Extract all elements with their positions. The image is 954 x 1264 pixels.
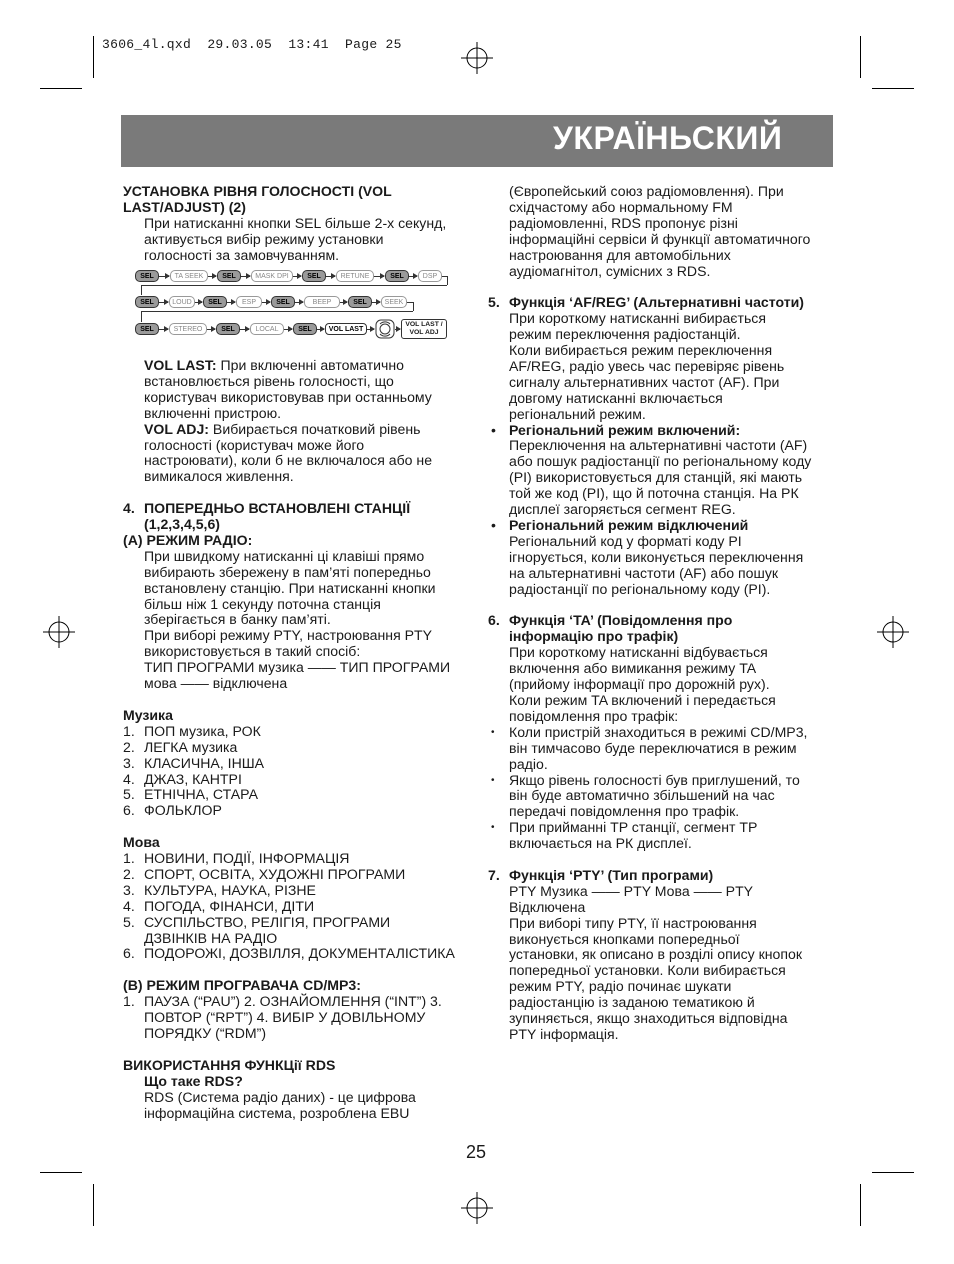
text-line: При виборі режиму PTY, настроювання PTY <box>144 627 433 644</box>
connector-line <box>447 276 448 285</box>
diagram-chip: MASK DPI <box>251 270 293 282</box>
section-heading: 6. Функція ‘TA’ (Повідомлення про інформацію про трафік) <box>488 612 733 645</box>
section-heading <box>123 501 473 533</box>
text-line: користувач використовував при останньому <box>144 388 432 405</box>
bullet-item: • Коли пристрій знаходиться в режимі CD/MP3, він тимчасово буде переключатися в режим радіо. <box>491 723 808 772</box>
connector-line <box>141 311 413 312</box>
text-line: зберігається в банку пам’яті. <box>144 611 331 628</box>
list-item: 5. ЕТНІЧНА, СТАРА <box>123 786 259 803</box>
list-item: 1. ПОП музика, РОК <box>123 722 261 739</box>
diagram-chip: TA SEEK <box>170 270 208 282</box>
diagram-chip: LOUD <box>169 296 195 308</box>
subheading: (B) РЕЖИМ ПРОГРАВАЧА CD/MP3: <box>123 977 361 994</box>
diagram-chip: LOCAL <box>250 323 284 335</box>
registration-mark-icon <box>877 616 909 648</box>
arrow-icon <box>262 302 270 303</box>
crop-mark <box>860 1184 861 1226</box>
paragraph <box>123 1074 473 1122</box>
list-item: 4. ДЖАЗ, КАНТРІ <box>123 770 242 787</box>
term: VOL LAST: <box>144 357 217 373</box>
paragraph <box>123 216 473 264</box>
diagram-chip: SEL <box>217 270 241 282</box>
text-line: (Європейський союз радіомовлення). При <box>509 183 784 199</box>
list-item: 3. КУЛЬТУРА, НАУКА, РІЗНЕ <box>123 881 316 898</box>
diagram-chip: BEEP <box>304 296 340 308</box>
paragraph <box>123 549 473 692</box>
connector-line <box>141 285 447 286</box>
vol-last-paragraph <box>123 358 473 485</box>
list-item: 1. НОВИНИ, ПОДІЇ, ІНФОРМАЦІЯ <box>123 850 350 867</box>
connector-line <box>141 285 142 295</box>
volume-knob-icon <box>375 319 395 339</box>
diagram-chip: SEL <box>216 323 240 335</box>
arrow-icon <box>284 329 292 330</box>
file-header: 3606_4l.qxd 29.03.05 13:41 Page 25 <box>102 37 402 52</box>
text-line: активується вибір режиму установки <box>144 230 384 247</box>
left-column-cont <box>123 358 473 1121</box>
text-line: При натисканні кнопки SEL більше 2-х секунд, <box>144 214 447 231</box>
section-heading: УСТАНОВКА РІВНЯ ГОЛОСНОСТІ (VOL <box>123 183 392 199</box>
connector-line <box>141 311 142 322</box>
vol-result-label: VOL LAST / VOL ADJ <box>405 321 443 336</box>
diagram-chip: DSP <box>418 270 442 282</box>
arrow-icon <box>159 302 168 303</box>
subheading: Що таке RDS? <box>144 1072 243 1089</box>
text-line: встановлюється рівень голосності, що <box>144 372 394 389</box>
arrow-icon <box>340 302 347 303</box>
diagram-chip: SEL <box>135 296 159 308</box>
music-list <box>123 724 473 819</box>
paragraph: PTY Музика —— PTY Мова —— PTY Відключена При виборі типу PTY, її настроювання виконується кнопками попередньої установки, як описано в розділі опису кнопок попередньої установки. Коли вибирається режим PTY, радіо починає шукати радіостанцію із заданою тематикою й зупиняється, якщо знаходиться відповідна PTY інформація. <box>509 882 803 1042</box>
list-item: 4. ПОГОДА, ФІНАНСИ, ДІТИ <box>123 897 315 914</box>
diagram-chip: SEL <box>293 323 317 335</box>
diagram-chip: ESP <box>236 296 262 308</box>
subheading: Музика <box>123 706 173 723</box>
language-list <box>123 851 473 962</box>
text-line: Вибирається початковий рівень <box>209 420 421 437</box>
paragraph: При короткому натисканні відбувається включення або вимикання режиму TA (прийому інформації про дорожній рух). Коли режим TA включений і передається повідомлення про трафік: <box>509 644 776 724</box>
connector-line <box>413 302 414 311</box>
bullet-item: • Регіональний режим включений: Переключення на альтернативні частоти (AF) або пошук радіостанції по регіональному коду (PI) використовується для станцій, які мають той же код (PI), що й поточна станція. На РК дисплеї загоряється сегмент REG. <box>491 421 812 518</box>
diagram-chip: SEL <box>135 323 159 335</box>
arrow-icon <box>159 276 169 277</box>
arrow-icon <box>295 302 303 303</box>
arrow-icon <box>326 276 335 277</box>
crop-mark <box>872 88 914 89</box>
diagram-chip: SEL <box>203 296 227 308</box>
crop-mark <box>40 88 82 89</box>
text-line: аудіомагнітол, сумісних з RDS. <box>509 262 711 279</box>
crop-mark <box>860 36 861 78</box>
crop-mark <box>872 1172 914 1173</box>
text-line: радіомовленні, RDS пропонує різні <box>509 214 738 231</box>
list-item: 1. ПАУЗА (“PAU”) 2. ОЗНАЙОМЛЕННЯ (“INT”) 3. ПОВТОР (“RPT”) 4. ВИБІР У ДОВІЛЬНОМУ ПОРЯДКУ (“RDM”) <box>123 993 442 1041</box>
crop-mark <box>93 1184 94 1226</box>
settings-sequence-diagram <box>133 267 451 341</box>
diagram-chip: SEL <box>385 270 409 282</box>
section-number: 4. <box>123 500 135 517</box>
diagram-chip: SEL <box>302 270 326 282</box>
diagram-chip: VOL LAST <box>325 323 367 335</box>
registration-mark-icon <box>461 1192 493 1224</box>
arrow-icon <box>227 302 235 303</box>
crop-mark <box>93 36 94 78</box>
section-heading: 7. Функція ‘PTY’ (Тип програми) <box>488 866 714 883</box>
diagram-chip: STEREO <box>169 323 207 335</box>
section-heading: LAST/ADJUST) (2) <box>123 198 246 215</box>
paragraph: При короткому натисканні вибирається режим переключення радіостанцій. Коли вибирається режим переключення AF/REG, радіо увесь час перевіряє рівень сигналу альтернативних частот (AF). При довгому натисканні включається регіональний режим. <box>509 310 785 422</box>
arrow-icon <box>293 276 301 277</box>
arrow-icon <box>317 329 324 330</box>
diagram-chip: SEL <box>135 270 159 282</box>
arrow-icon <box>367 329 374 330</box>
text-line: При включенні автоматично <box>216 357 404 373</box>
arrow-icon <box>208 276 216 277</box>
text-line: інформаційна система, розроблена EBU <box>144 1104 410 1121</box>
page-title: УКРАЇНЬСКИЙ <box>553 120 783 156</box>
arrow-icon <box>395 329 400 330</box>
text-line: RDS (Система радіо даних) - це цифрова <box>144 1088 416 1105</box>
text-line: включенні пристрою. <box>144 404 282 421</box>
list-item: 6. ФОЛЬКЛОР <box>123 802 222 819</box>
list-item: 6. ПОДОРОЖІ, ДОЗВІЛЛЯ, ДОКУМЕНТАЛІСТИКА <box>123 945 455 962</box>
subheading: Мова <box>123 834 160 851</box>
diagram-chip: SEL <box>271 296 295 308</box>
text-line: вимикалося живлення. <box>144 468 294 485</box>
crop-mark <box>40 1172 82 1173</box>
left-column <box>123 184 473 264</box>
section-heading: ВИКОРИСТАННЯ ФУНКЦії RDS <box>123 1056 336 1073</box>
list-item: 2. СПОРТ, ОСВІТА, ХУДОЖНІ ПРОГРАМИ <box>123 865 406 882</box>
arrow-icon <box>207 329 215 330</box>
registration-mark-icon <box>461 42 493 74</box>
diagram-chip: SEL <box>348 296 372 308</box>
diagram-chip: SEEK <box>381 296 407 308</box>
text-line: (1,2,3,4,5,6) <box>144 516 220 533</box>
text-line: настроювання для автомобільних <box>509 246 731 263</box>
text-line: настроювати), коли б не включалося або не <box>144 452 433 469</box>
text-line: голосності за замовчуванням. <box>144 246 340 263</box>
arrow-icon <box>409 276 417 277</box>
bullet-item: • При прийманні TP станції, сегмент TP включається на РК дисплеї. <box>491 819 758 852</box>
text-line: мова —— відключена <box>144 675 288 692</box>
bullet-item: • Якщо рівень голосності був приглушений, то він буде автоматично збільшений на час передачі повідомлення про трафік. <box>491 771 800 820</box>
term: VOL ADJ: <box>144 420 209 437</box>
text-line: інформаційні сервіси й функції автоматичного <box>509 230 811 247</box>
list-item: 3. КЛАСИЧНА, ІНША <box>123 754 265 771</box>
paragraph <box>488 184 838 279</box>
text-line: більш ніж 1 секунду поточна станція <box>144 595 381 612</box>
arrow-icon <box>241 276 250 277</box>
arrow-icon <box>159 329 168 330</box>
section-heading: 5. Функція ‘AF/REG’ (Альтернативні частоти) <box>488 294 804 311</box>
text-line: використовується в такий спосіб: <box>144 643 361 660</box>
text-line: східчастому або нормальному FM <box>509 198 733 215</box>
text-line: вибирають збережену в пам’яті попередньо <box>144 563 431 580</box>
arrow-icon <box>374 276 384 277</box>
text-line: При швидкому натисканні ці клавіші прямо <box>144 547 425 564</box>
arrow-icon <box>372 302 380 303</box>
vol-result-box <box>401 319 447 339</box>
page-number: 25 <box>466 1142 487 1162</box>
text-line: ТИП ПРОГРАМИ музика —— ТИП ПРОГРАМИ <box>144 659 451 676</box>
bullet-item: • Регіональний режим відключений Регіональний код у форматі коду PI ігнорується, коли виконується переключення на альтернативні частоти (AF) або пошук радіостанції по регіональному коду (PI). <box>491 517 804 597</box>
registration-mark-icon <box>43 616 75 648</box>
text-line: голосності (користувач може його <box>144 436 365 453</box>
arrow-icon <box>240 329 249 330</box>
list-item: 2. ЛЕГКА музика <box>123 738 238 755</box>
subheading: (A) РЕЖИМ РАДІО: <box>123 531 253 548</box>
diagram-chip: RETUNE <box>336 270 374 282</box>
text-line: встановлену станцію. При натисканні кнопки <box>144 579 436 596</box>
list-item: 5. СУСПІЛЬСТВО, РЕЛІГІЯ, ПРОГРАМИ ДЗВІНКІВ НА РАДІО <box>123 913 391 946</box>
right-column <box>488 184 838 1043</box>
text-line: ПОПЕРЕДНЬО ВСТАНОВЛЕНІ СТАНЦІЇ <box>144 500 411 517</box>
arrow-icon <box>195 302 202 303</box>
